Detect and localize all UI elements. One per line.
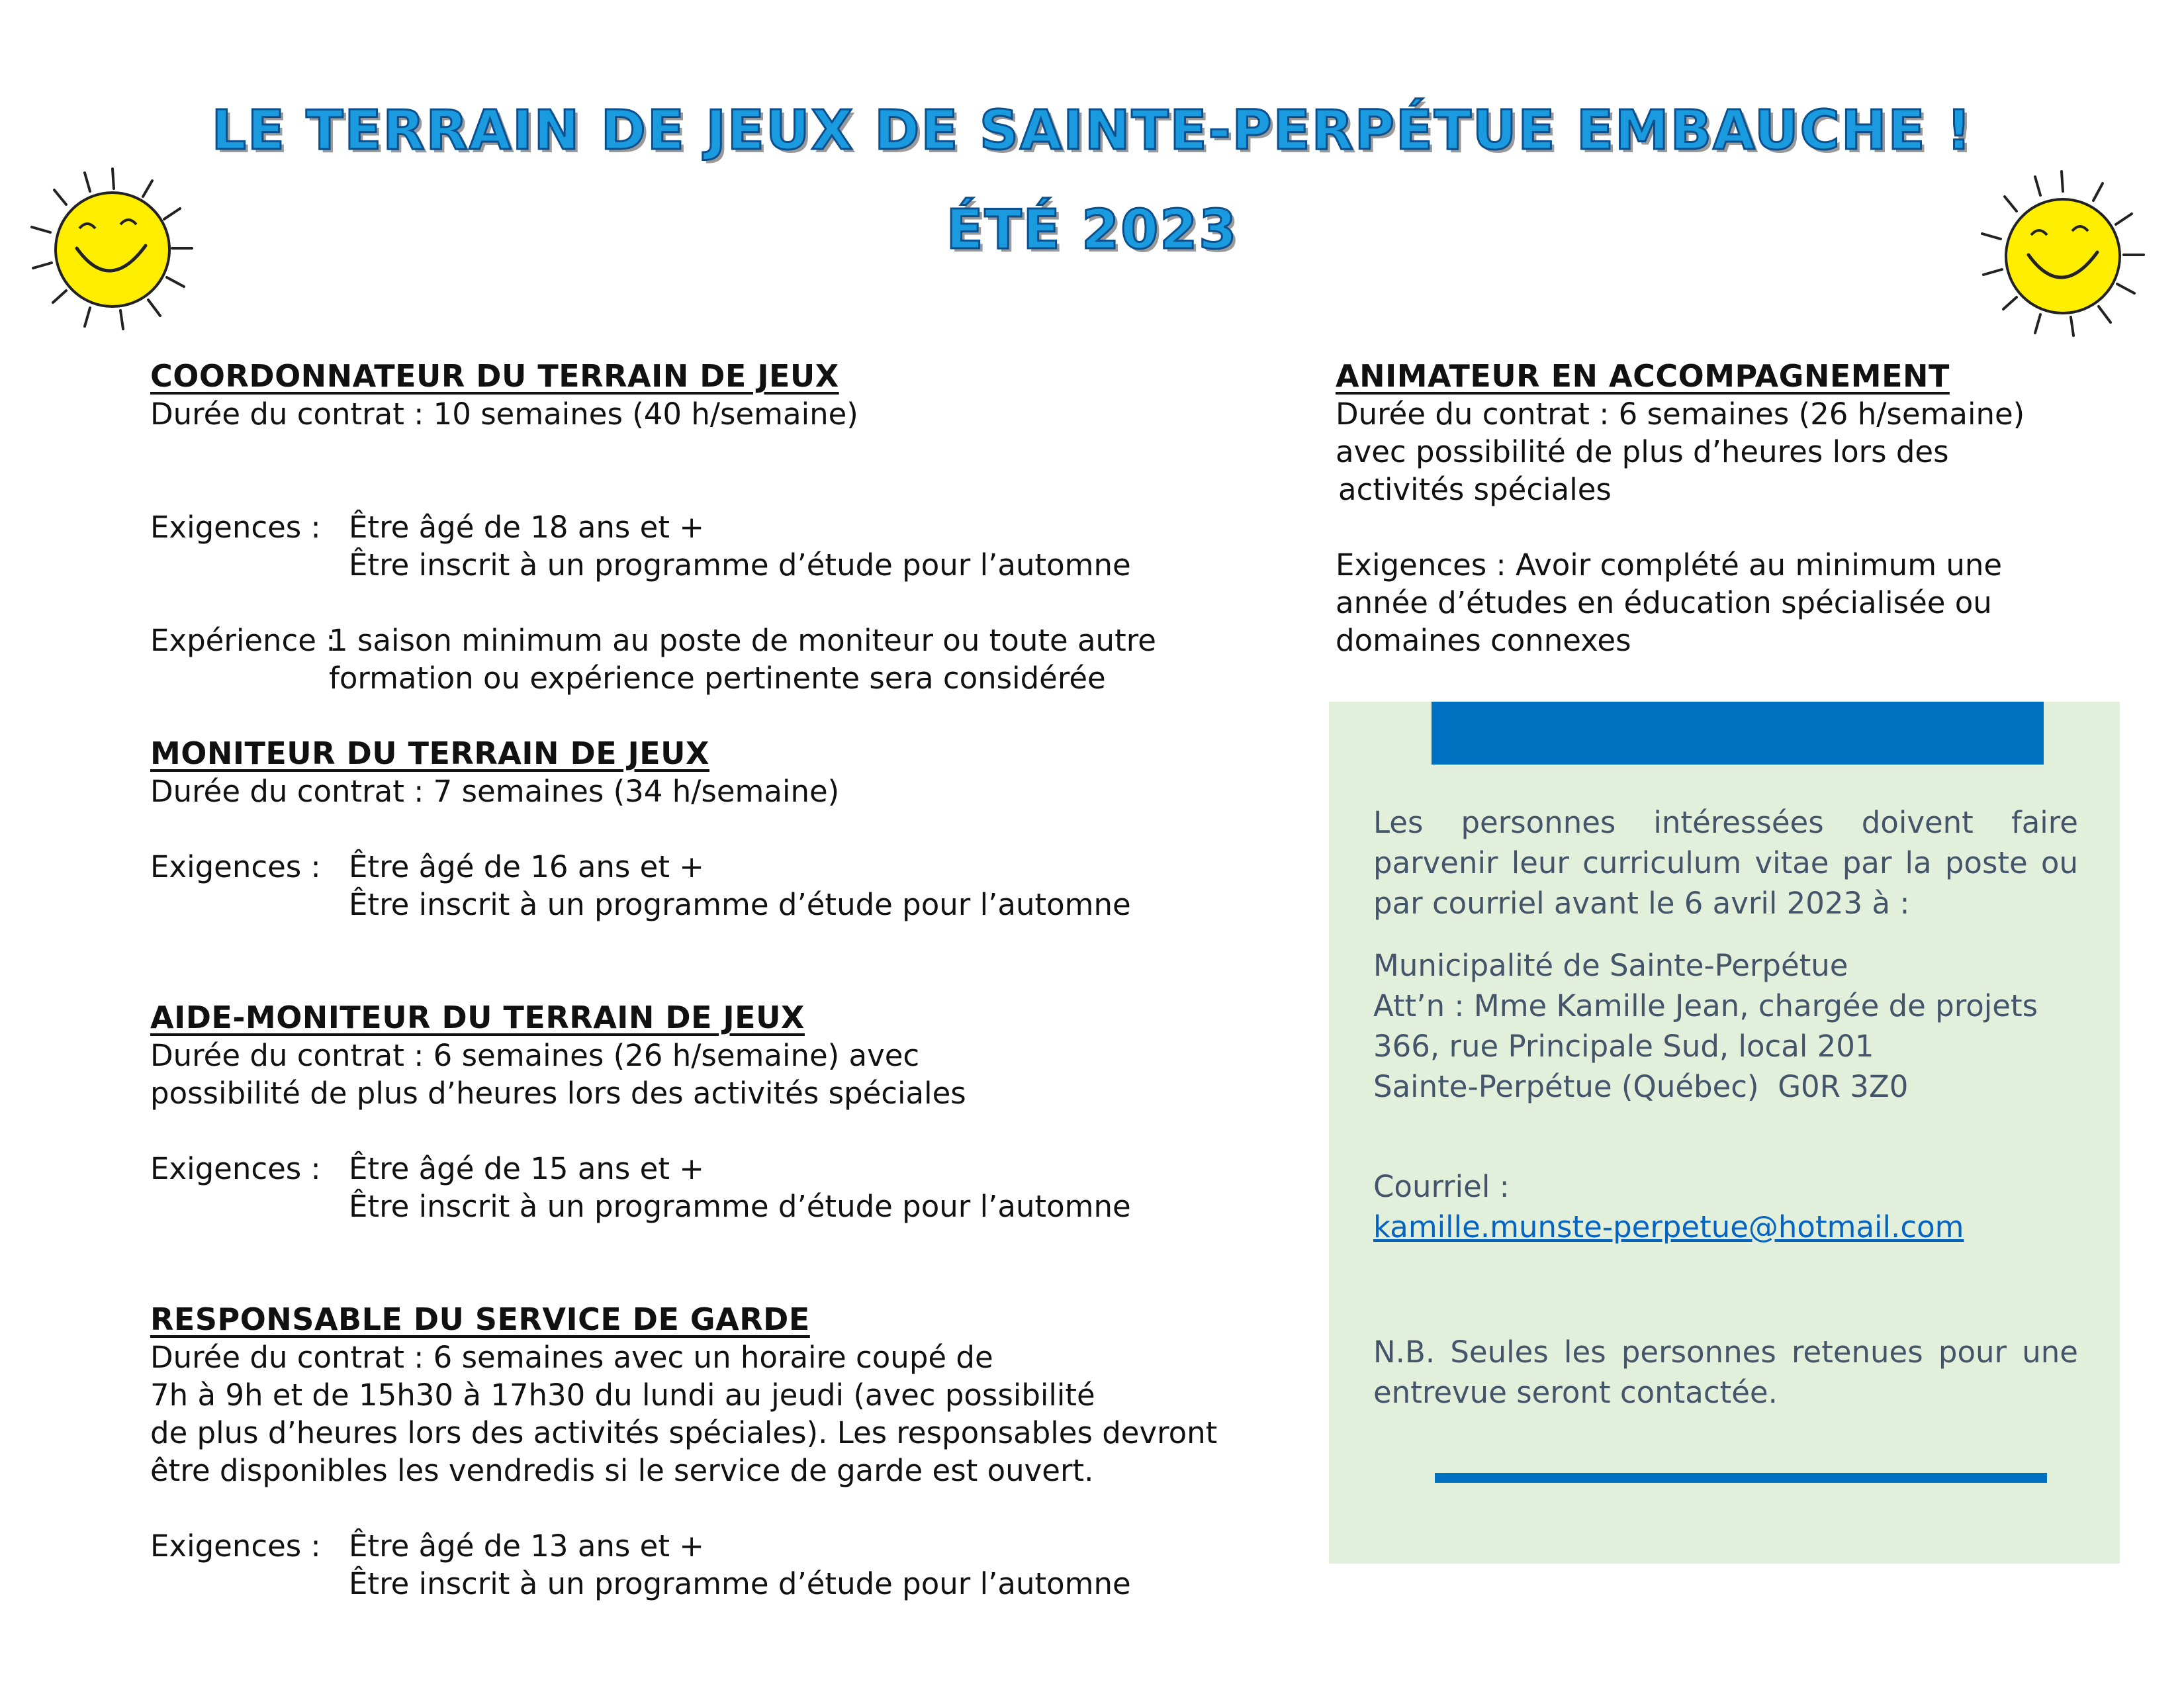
requirements [150,1527,1289,1603]
contract-duration: Durée du contrat : 7 semaines (34 h/semaine) [150,774,840,809]
requirements-label: Exigences : [150,1528,321,1564]
email-link[interactable]: kamille.munste-perpetue@hotmail.com [1373,1209,1964,1244]
job-moniteur [150,735,1289,923]
right-column [1336,357,2116,659]
contract-duration: 7h à 9h et de 15h30 à 17h30 du lundi au jeudi (avec possibilité [150,1378,1095,1413]
page-subtitle-year: ÉTÉ 2023 [946,199,1238,261]
contract-duration: possibilité de plus d’heures lors des activités spéciales [150,1076,966,1111]
smiling-sun-icon [1962,162,2161,348]
job-animateur [1336,357,2116,659]
requirements-label: Exigences : [150,1151,321,1186]
page-title: LE TERRAIN DE JEUX DE SAINTE-PERPÉTUE EMBAUCHE ! [211,99,1973,162]
experience-line: formation ou expérience pertinente sera considérée [329,661,1106,696]
contract-duration: Durée du contrat : 6 semaines avec un horaire coupé de [150,1340,993,1375]
requirement-line: Être âgé de 15 ans et + [349,1151,705,1186]
application-instructions: Les personnes intéressées doivent faire parvenir leur curriculum vitae par la poste ou par courriel avant le 6 avril 2023 à : [1373,805,2078,921]
requirement-line: Être inscrit à un programme d’étude pour l’automne [349,887,1131,922]
contract-duration: Durée du contrat : 10 semaines (40 h/semaine) [150,397,858,432]
requirement-line: Être âgé de 16 ans et + [349,849,705,884]
contract-duration: avec possibilité de plus d’heures lors des [1336,434,1949,469]
requirements-label: Exigences : [150,510,321,545]
contract-duration: activités spéciales [1338,472,1612,507]
requirements [150,848,1289,923]
job-title: ANIMATEUR EN ACCOMPAGNEMENT [1336,358,1950,394]
job-title: AIDE-MONITEUR DU TERRAIN DE JEUX [150,1000,805,1035]
contract-duration: être disponibles les vendredis si le service de garde est ouvert. [150,1453,1094,1488]
requirements [150,508,1289,584]
address-line: 366, rue Principale Sud, local 201 [1373,1029,1874,1064]
requirements [150,1150,1289,1225]
note-text: N.B. Seules les personnes retenues pour une entrevue seront contactée. [1373,1335,2078,1410]
job-aide-moniteur [150,999,1289,1225]
requirement-line: domaines connexes [1336,623,1631,658]
experience-label: Expérience : [150,623,336,658]
requirement-line: Être inscrit à un programme d’étude pour l’automne [349,1566,1131,1601]
address-line: Municipalité de Sainte-Perpétue [1373,948,1848,983]
box-top-bar [1432,702,2044,765]
job-title: COORDONNATEUR DU TERRAIN DE JEUX [150,358,839,394]
job-title: RESPONSABLE DU SERVICE DE GARDE [150,1301,810,1337]
requirement-line: Exigences : Avoir complété au minimum une [1336,547,2003,583]
requirements-label: Exigences : [150,849,321,884]
job-responsable-garde [150,1301,1289,1603]
email-label: Courriel : [1373,1169,1510,1204]
requirement-line: Être âgé de 18 ans et + [349,510,705,545]
contract-duration: de plus d’heures lors des activités spéciales). Les responsables devront [150,1415,1218,1450]
address-line: Sainte-Perpétue (Québec) G0R 3Z0 [1373,1069,1909,1104]
requirement-line: Être inscrit à un programme d’étude pour l’automne [349,1189,1131,1224]
left-column [150,357,1289,1603]
job-title: MONITEUR DU TERRAIN DE JEUX [150,735,709,771]
experience-line: 1 saison minimum au poste de moniteur ou toute autre [329,623,1156,658]
box-bottom-bar [1435,1473,2047,1483]
requirement-line: année d’études en éducation spécialisée ou [1336,585,1992,620]
contract-duration: Durée du contrat : 6 semaines (26 h/semaine) [1336,397,2025,432]
smiling-sun-icon [13,156,212,341]
contract-duration: Durée du contrat : 6 semaines (26 h/semaine) avec [150,1038,920,1073]
job-coordonnateur [150,357,1289,697]
mailing-address [1373,945,2078,1107]
requirement-line: Être âgé de 13 ans et + [349,1528,705,1564]
requirement-line: Être inscrit à un programme d’étude pour l’automne [349,547,1131,583]
address-line: Att’n : Mme Kamille Jean, chargée de projets [1373,988,2038,1023]
experience [150,622,1289,697]
